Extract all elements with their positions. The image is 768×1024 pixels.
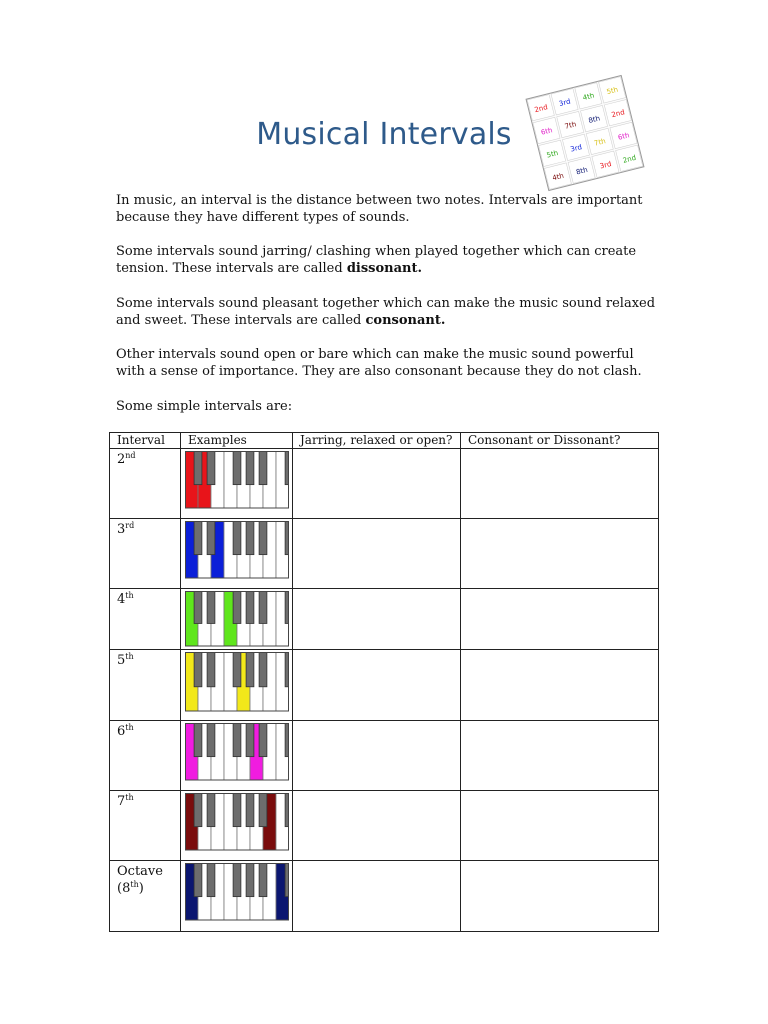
piano-keyboard-image — [185, 591, 289, 647]
black-key — [207, 863, 215, 897]
consonant-dissonant-answer[interactable] — [461, 519, 659, 589]
jarring-relaxed-open-answer[interactable] — [293, 791, 461, 861]
sticker-word: 3rd — [558, 97, 572, 109]
piano-keyboard-image — [185, 451, 289, 509]
piano-keyboard-image — [185, 863, 289, 921]
black-key — [233, 723, 241, 757]
black-key — [246, 591, 254, 623]
black-key — [259, 591, 267, 623]
sticker-word: 8th — [587, 114, 601, 125]
interval-name: 2nd — [110, 449, 181, 519]
sticker-word: 4th — [551, 171, 565, 183]
simple-intervals-lead: Some simple intervals are: — [116, 399, 293, 414]
sticker-word: 2nd — [621, 153, 637, 165]
sticker-word: 5th — [545, 148, 560, 160]
sticker-word: 3rd — [569, 143, 583, 154]
consonant-paragraph — [116, 295, 656, 329]
table-header-row — [110, 433, 659, 449]
black-key — [194, 793, 202, 827]
table-row — [110, 650, 659, 721]
dissonant-paragraph — [116, 243, 656, 277]
open-interval-paragraph: Other intervals sound open or bare which can make the music sound powerful with a sense of importance. They are also consonant because they do not clash. — [116, 347, 642, 379]
intervals-table — [109, 432, 659, 932]
table-row — [110, 449, 659, 519]
black-key — [259, 863, 267, 897]
black-key — [246, 451, 254, 485]
interval-name: 6th — [110, 721, 181, 791]
black-key — [246, 863, 254, 897]
keyboard-example — [181, 791, 293, 861]
black-key — [207, 652, 215, 687]
interval-name: 3rd — [110, 519, 181, 589]
sticker-word: 7th — [563, 120, 578, 131]
black-key — [194, 521, 202, 555]
header-jarring-relaxed-open: Jarring, relaxed or open? — [293, 433, 461, 449]
interval-name: 7th — [110, 791, 181, 861]
sticker-word: 5th — [605, 85, 619, 97]
sticker-word: 8th — [575, 165, 589, 177]
black-key — [194, 723, 202, 757]
page-title: Musical Intervals — [256, 117, 512, 152]
table-row — [110, 589, 659, 650]
header-examples: Examples — [181, 433, 293, 449]
table-row — [110, 721, 659, 791]
black-key — [194, 451, 202, 485]
black-key — [246, 521, 254, 555]
sticker-word: 7th — [593, 137, 607, 148]
black-key — [207, 723, 215, 757]
keyboard-example — [181, 449, 293, 519]
black-key — [259, 652, 267, 687]
black-key — [259, 793, 267, 827]
black-key — [259, 451, 267, 485]
consonant-text: Some intervals sound pleasant together which can make the music sound relaxed and sweet. These intervals are called — [116, 296, 656, 328]
black-key — [194, 591, 202, 623]
keyboard-example — [181, 861, 293, 932]
jarring-relaxed-open-answer[interactable] — [293, 589, 461, 650]
dissonant-term: dissonant. — [346, 261, 423, 276]
keyboard-example — [181, 589, 293, 650]
table-row — [110, 791, 659, 861]
header-consonant-dissonant: Consonant or Dissonant? — [461, 433, 659, 449]
sticker-word: 3rd — [599, 159, 613, 171]
consonant-dissonant-answer[interactable] — [461, 449, 659, 519]
jarring-relaxed-open-answer[interactable] — [293, 650, 461, 721]
black-key — [246, 723, 254, 757]
intro-paragraph: In music, an interval is the distance between two notes. Intervals are important because they have different types of sounds. — [116, 193, 643, 225]
piano-keyboard-image — [185, 793, 289, 851]
black-key — [233, 591, 241, 623]
black-key — [233, 521, 241, 555]
black-key — [259, 521, 267, 555]
black-key — [194, 863, 202, 897]
table-row — [110, 519, 659, 589]
interval-name: 4th — [110, 589, 181, 650]
consonant-dissonant-answer[interactable] — [461, 589, 659, 650]
consonant-dissonant-answer[interactable] — [461, 650, 659, 721]
keyboard-example — [181, 721, 293, 791]
black-key — [207, 451, 215, 485]
consonant-dissonant-answer[interactable] — [461, 791, 659, 861]
black-key — [233, 863, 241, 897]
jarring-relaxed-open-answer[interactable] — [293, 449, 461, 519]
piano-keyboard-image — [185, 652, 289, 712]
keyboard-example — [181, 650, 293, 721]
interval-name: Octave (8th) — [110, 861, 181, 932]
black-key — [233, 451, 241, 485]
sticker-word: 6th — [540, 126, 554, 137]
sticker-word: 2nd — [610, 108, 626, 120]
black-key — [233, 652, 241, 687]
consonant-dissonant-answer[interactable] — [461, 721, 659, 791]
intervals-sticker-image — [524, 74, 646, 192]
jarring-relaxed-open-answer[interactable] — [293, 721, 461, 791]
black-key — [207, 793, 215, 827]
jarring-relaxed-open-answer[interactable] — [293, 519, 461, 589]
consonant-dissonant-answer[interactable] — [461, 861, 659, 932]
sticker-word: 2nd — [533, 103, 549, 115]
black-key — [207, 591, 215, 623]
black-key — [233, 793, 241, 827]
interval-name: 5th — [110, 650, 181, 721]
sticker-word: 4th — [581, 91, 596, 103]
keyboard-example — [181, 519, 293, 589]
piano-keyboard-image — [185, 521, 289, 579]
header-interval: Interval — [110, 433, 181, 449]
black-key — [207, 521, 215, 555]
sticker-word: 6th — [617, 131, 631, 142]
jarring-relaxed-open-answer[interactable] — [293, 861, 461, 932]
black-key — [246, 652, 254, 687]
black-key — [246, 793, 254, 827]
dissonant-text: Some intervals sound jarring/ clashing when played together which can create tension. These intervals are called — [116, 244, 637, 276]
consonant-term: consonant. — [365, 313, 446, 328]
piano-keyboard-image — [185, 723, 289, 781]
black-key — [259, 723, 267, 757]
table-row — [110, 861, 659, 932]
black-key — [194, 652, 202, 687]
